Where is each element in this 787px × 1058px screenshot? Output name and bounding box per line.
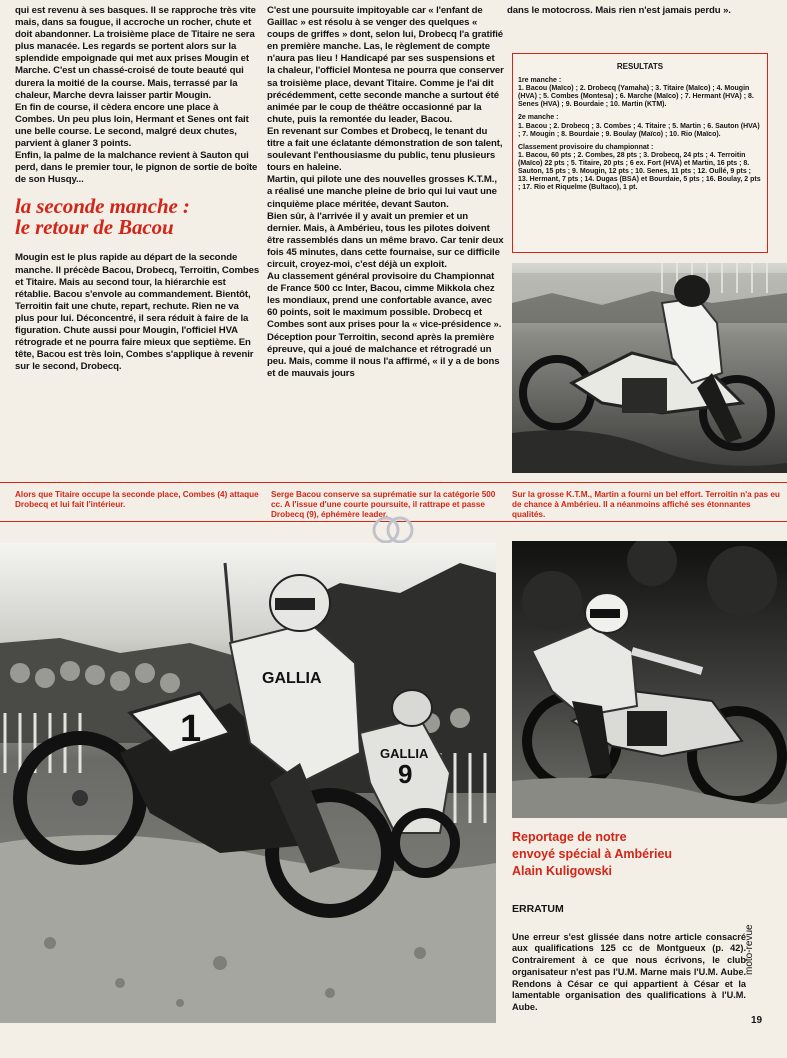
article-paragraph: En revenant sur Combes et Drobecq, le tenant du titre a fait une éclatante démonstration de son talent, soulevant l'enthousiasme du public, tenu plusieurs tours en haleine.: [267, 125, 503, 174]
article-paragraph: Bien sûr, à l'arrivée il y avait un premier et un dernier. Mais, à Ambérieu, tous les pilotes doivent être rassemblés dans un même bravo. Car tenir deux fois 45 minutes, dans cette fournaise, sur ce difficile circuit, croyez-moi, c'est déjà un exploit.: [267, 210, 504, 270]
results-second-heat-text: 1. Bacou ; 2. Drobecq ; 3. Combes ; 4. Titaire ; 5. Martin ; 6. Sauton (HVA) ; 7. Mougin ; 8. Bourdaie ; 9. Boulay (Maïco) ; 10. Rio (Maïco).: [518, 122, 760, 138]
erratum-box: [512, 904, 746, 1014]
caption-rule-top: [0, 482, 787, 483]
jersey-text-second: GALLIA: [380, 746, 429, 761]
photo-rider-action: [512, 541, 787, 818]
watermark-logo-image: [370, 514, 418, 546]
article-paragraph: qui est revenu à ses basques. Il se rapproche très vite mais, dans sa fougue, il accroche un rocher, chute et doit abandonner. La troisième place de Titaire ne sera plus manacée. Les regards se portent alors sur la splendide empoignade qui met aux prises Mougin et Marche. C'est un chassé-croisé de toute beauté qui durera la moitié de la course. Mais, terrassé par la chaleur, Marche devra laisser partir Mougin.: [15, 5, 256, 101]
photo-caption-1: Alors que Titaire occupe la seconde place, Combes (4) attaque Drobecq et lui fait l'intérieur.: [15, 490, 259, 509]
results-standings-label: Classement provisoire du championnat :: [518, 143, 654, 151]
results-second-heat-label: 2e manche :: [518, 114, 559, 122]
jersey-text-main: GALLIA: [262, 670, 322, 687]
results-first-heat: [518, 77, 762, 109]
article-paragraph: En fin de course, il cèdera encore une place à Combes. Un peu plus loin, Hermant et Senes ont fait une belle course. Le second, malgré deux chutes, parvient à glaner 3 points.: [15, 101, 249, 150]
reportage-line-2: envoyé spécial à Ambérieu: [512, 847, 673, 861]
results-title: RESULTATS: [616, 62, 664, 71]
magazine-name: moto-revue: [744, 924, 755, 975]
article-paragraph: Mougin est le plus rapide au départ de la seconde manche. Il précède Bacou, Drobecq, Terroitin, Combes et Titaire. Mais au second tour, la hiérarchie est rétablie. Bacou s'envole au commandement. Bientôt, Terroitin fait une chute, repart, rechute. Rien ne va plus pour lui. Déconcentré, il sera réduit à faire de la figuration. Chute aussi pour Mougin, l'officiel HVA rétrograde et ne pourra faire mieux que septième. En tête, Bacou est très loin, Combes s'applique à revenir sur le second, Drobecq.: [15, 252, 260, 373]
erratum-title: ERRATUM: [512, 903, 564, 915]
section-heading-line-1: la seconde manche :: [15, 194, 190, 219]
photo-caption-2: Serge Bacou conserve sa suprématie sur la catégorie 500 cc. A l'issue d'une courte poursuite, il rattrape et passe Drobecq (9), éphémère leader.: [271, 490, 496, 519]
page-number: 19: [751, 1015, 763, 1026]
article-paragraph: C'est une poursuite impitoyable car « l'enfant de Gaillac » est résolu à se venger des quelques « coups de griffes » dont, selon lui, Drobecq l'a gratifié en première manche. Las, le règlement de compte n'aura pas lieu ! Handicapé par ses suspensions et la chaleur, l'officiel Montesa ne pourra que conserver sa troisième place, devant Titaire. Comme je l'ai dit précédemment, cette seconde manche a surtout été animée par le coup de théâtre occasionné par la chute, puis la remontée du leader, Bacou.: [267, 5, 504, 125]
article-column-3: [507, 5, 777, 17]
photo-caption-3: Sur la grosse K.T.M., Martin a fourni un bel effort. Terroitin n'a pas eu de chance à Ambérieu. Il a néanmoins affiché ses étonnantes qualités.: [512, 490, 780, 519]
photo-martin-ktm-image: [512, 263, 787, 473]
section-heading: [15, 196, 260, 238]
results-second-heat: [518, 114, 762, 138]
results-standings: [518, 144, 762, 193]
bike-number-second: 9: [398, 759, 413, 789]
article-paragraph: Déception pour Terroitin, second après la première épreuve, qui a joué de malchance et rétrogradé un peu. Mais, comme il nous l'a affirmé, « il y a de bons et de mauvais jours: [267, 331, 500, 379]
article-paragraph: dans le motocross. Mais rien n'est jamais perdu ».: [507, 5, 731, 16]
results-first-heat-text: 1. Bacou (Maïco) ; 2. Drobecq (Yamaha) ; 3. Titaire (Maïco) ; 4. Mougin (HVA) ; 5. Combes (Montesa) ; 6. Marche (Maïco) ; 7. Hermant (HVA) ; 8. Senes (HVA) ; 9. Bourdaie ; 10. Martin (KTM).: [518, 85, 754, 109]
reportage-author: Alain Kuligowski: [512, 864, 613, 878]
photo-martin-ktm: [512, 263, 787, 473]
results-first-heat-label: 1re manche :: [518, 77, 562, 85]
results-standings-text: 1. Bacou, 60 pts ; 2. Combes, 28 pts ; 3. Drobecq, 24 pts ; 4. Terroitin (Maïco) 22 pts ; 5. Titaire, 20 pts ; 6 ex. Fort (HVA) et Martin, 16 pts ; 8. Sauton, 15 pts ; 9. Mougin, 12 pts ; 10. Senes, 11 pts ; 12. Oullé, 9 pts ; 13. Hermant, 7 pts ; 14. Dugas (BSA) et Bourdaie, 5 pts ; 16. Boulay, 2 pts ; 17. Rio et Riquelme (Bultaco), 1 pt.: [518, 151, 761, 192]
article-paragraph: Enfin, la palme de la malchance revient à Sauton qui perd, dans le premier tour, le pignon de sortie de boîte de son Husqy...: [15, 150, 258, 186]
reportage-line-1: Reportage de notre: [512, 830, 627, 844]
photo-bacou-drobecq-image: [0, 543, 496, 1023]
article-paragraph: Au classement général provisoire du Championnat de France 500 cc Inter, Bacou, cimme Mikkola chez les mondiaux, prend une confortable avance, avec 60 points, soit le maximum possible. Drobecq et Combes sont aux prises pour la « vice-présidence ».: [267, 271, 502, 331]
erratum-text: Une erreur s'est glissée dans notre article consacré aux qualifications 125 cc de Montgueux (p. 42). Contrairement à ce que nous écrivons, le club organisateur n'est pas l'U.M. Marne mais l'U.M. Aube. Rendons à César ce qui appartient à César et la lamentable organisation des qualifications à l'U.M. Aube.: [512, 931, 746, 1012]
results-box: [512, 53, 768, 253]
article-column-1: [15, 5, 260, 373]
reportage-credit: [512, 829, 782, 880]
article-column-2: [267, 5, 504, 380]
watermark-logo: [370, 514, 418, 546]
photo-rider-action-image: [512, 541, 787, 818]
bike-number-main: 1: [180, 708, 202, 750]
article-paragraph: Martin, qui pilote une des nouvelles grosses K.T.M., a réalisé une manche pleine de brio qui lui vaut une cinquième place méritée, devant Sauton.: [267, 174, 497, 210]
photo-bacou-drobecq: [0, 543, 496, 1023]
section-heading-line-2: le retour de Bacou: [15, 215, 174, 240]
